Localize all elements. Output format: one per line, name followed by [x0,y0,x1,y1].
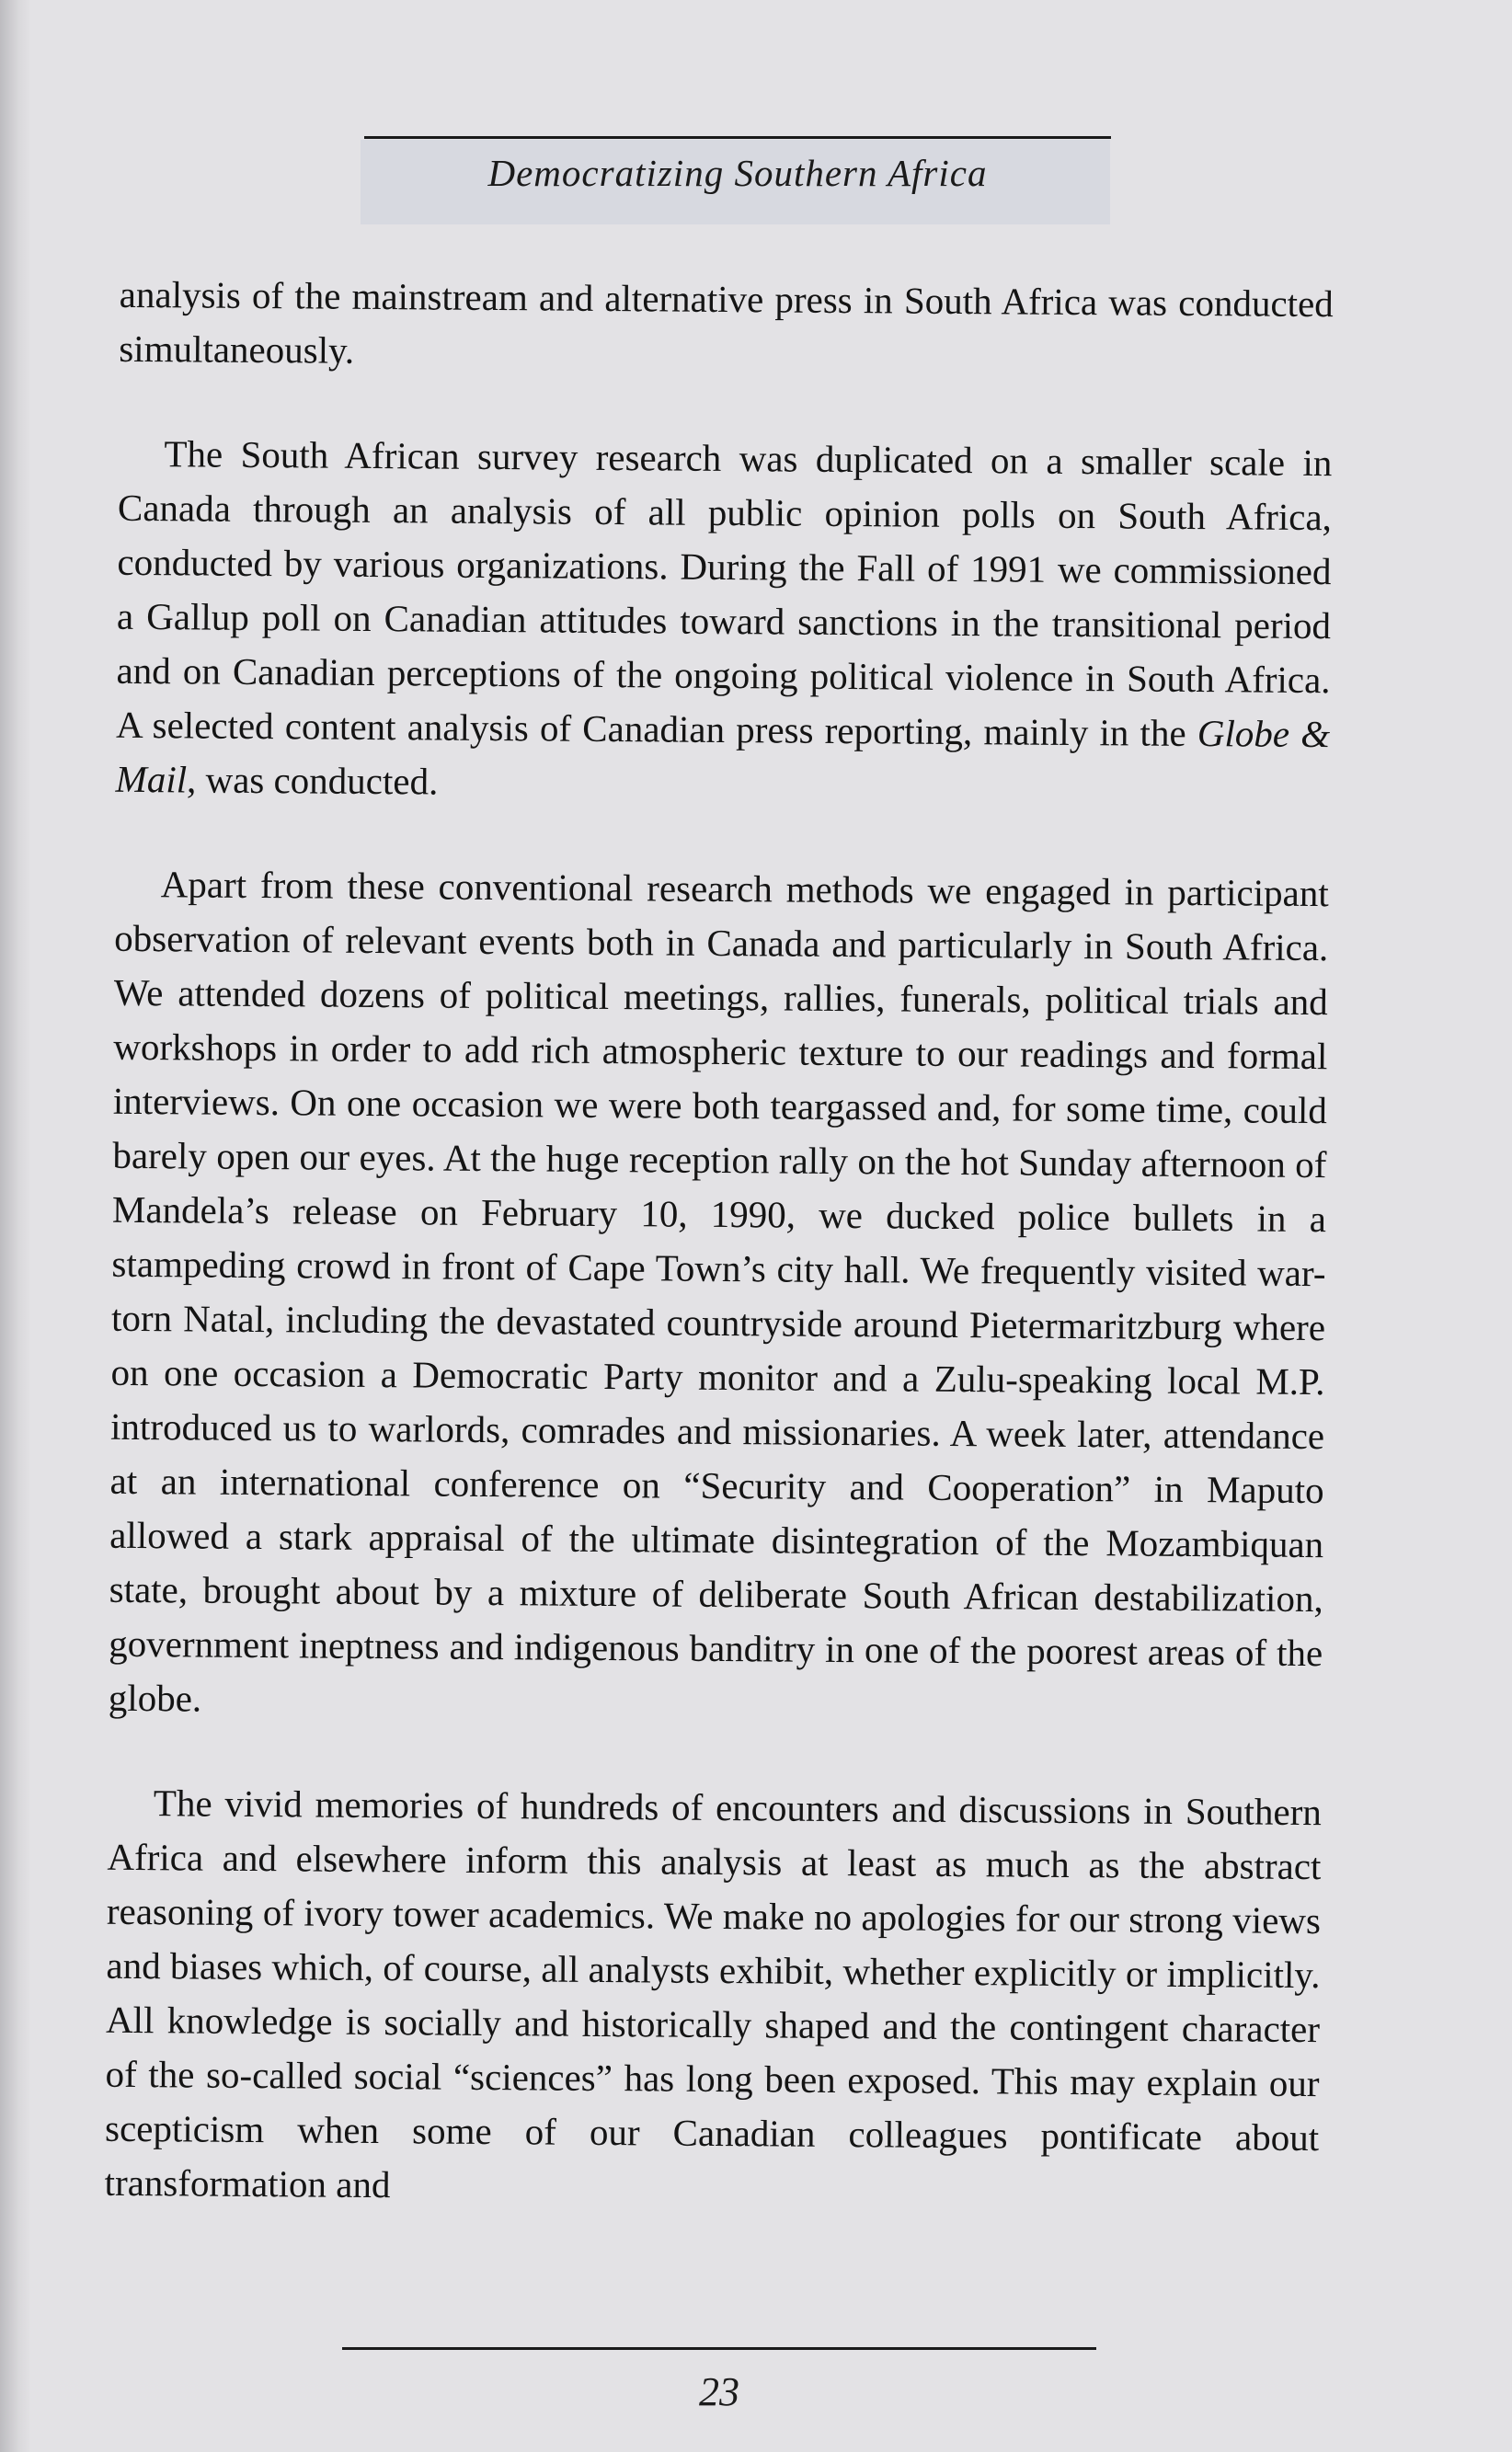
paragraph-2-text-b: , was conducted. [186,758,439,803]
paragraph-2-text-a: The South African survey research was duplicated on a smaller scale in Canada through an analysis of all public opinion polls on South Africa, conducted by various organizations. During the Fall of 1991 we commissioned a Gallup poll on Canadian attitudes toward sanctions in the transitional period and on Canadian perceptions of the ongoing political violence in South Africa. A selected content analysis of Canadian press reporting, mainly in the [115,432,1333,755]
paragraph-3: Apart from these conventional research methods we engaged in participant observation of relevant events both in Canada and particularly in South Africa. We attended dozens of political meetings, rallies, funerals, political trials and workshops in order to add rich atmospheric texture to our readings and formal interviews. On one occasion we were both teargassed and, for some time, could barely open our eyes. At the huge reception rally on the hot Sunday afternoon of Mandela’s release on February 10, 1990, we ducked police bullets in a stampeding crowd in front of Cape Town’s city hall. We frequently visited war-torn Natal, including the devastated countryside around Pietermaritzburg where on one occasion a Democratic Party monitor and a Zulu-speaking local M.P. introduced us to warlords, comrades and missionaries. A week later, attendance at an international conference on “Security and Cooperation” in Maputo allowed a stark appraisal of the ultimate disintegration of the Mozambiquan state, brought about by a mixture of deliberate South African destabilization, government ineptness and indigenous banditry in one of the poorest areas of the globe. [108,863,1329,1720]
body-text [104,268,1334,2270]
paragraph-1: analysis of the mainstream and alternative press in South Africa was conducted simultaneously. [119,272,1334,372]
page-number: 23 [699,2369,739,2414]
running-head: Democratizing Southern Africa [487,152,988,194]
newspaper-title: Globe & Mail [115,712,1331,801]
book-gutter-shadow [0,0,31,2452]
paragraph-2 [115,427,1332,816]
paragraph-4: The vivid memories of hundreds of encounters and discussions in Southern Africa and elsewhere inform this analysis at least as much as the abstract reasoning of ivory tower academics. We make no apologies for our strong views and biases which, of course, all analysts exhibit, whether explicitly or implicitly. All knowledge is socially and historically shaped and the contingent character of the so-called social “sciences” has long been exposed. This may explain our scepticism when some of our Canadian colleagues pontificate about transformation and [104,1782,1323,2206]
header-rule [364,136,1111,139]
footer-rule [342,2347,1096,2350]
